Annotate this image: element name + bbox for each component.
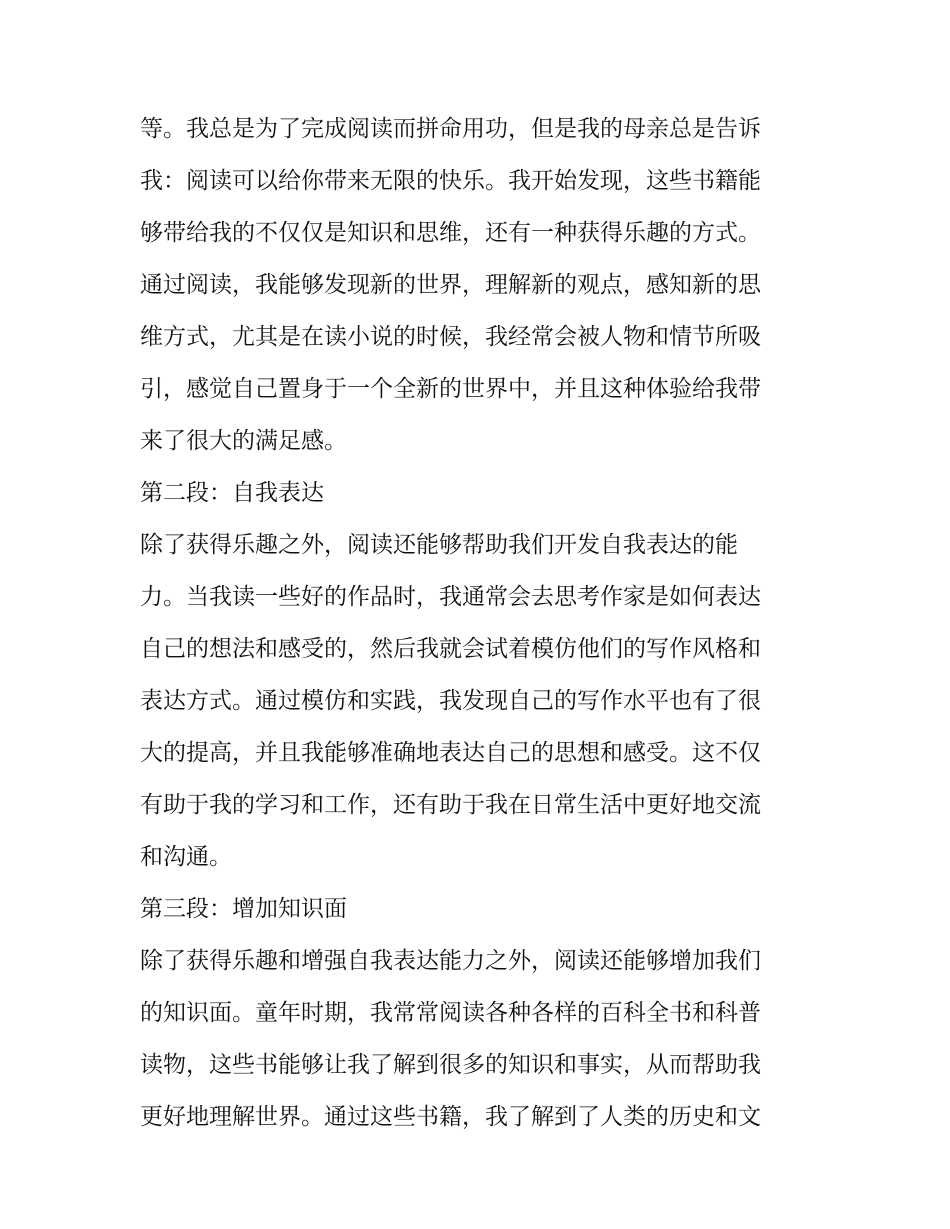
text-line: 力。当我读一些好的作品时，我通常会去思考作家是如何表达 xyxy=(140,584,761,610)
text-line: 大的提高，并且我能够准确地表达自己的思想和感受。这不仅 xyxy=(140,740,761,766)
text-line: 我：阅读可以给你带来无限的快乐。我开始发现，这些书籍能 xyxy=(140,168,761,194)
text-line: 来了很大的满足感。 xyxy=(140,428,347,454)
body-text xyxy=(140,103,820,1143)
text-line: 自己的想法和感受的，然后我就会试着模仿他们的写作风格和 xyxy=(140,636,761,662)
text-line: 维方式，尤其是在读小说的时候，我经常会被人物和情节所吸 xyxy=(140,324,761,350)
text-line: 读物，这些书能够让我了解到很多的知识和事实，从而帮助我 xyxy=(140,1052,761,1078)
text-line: 更好地理解世界。通过这些书籍，我了解到了人类的历史和文 xyxy=(140,1104,761,1130)
text-line: 的知识面。童年时期，我常常阅读各种各样的百科全书和科普 xyxy=(140,1000,761,1026)
text-line: 引，感觉自己置身于一个全新的世界中，并且这种体验给我带 xyxy=(140,376,761,402)
text-line: 够带给我的不仅仅是知识和思维，还有一种获得乐趣的方式。 xyxy=(140,220,761,246)
text-line: 除了获得乐趣之外，阅读还能够帮助我们开发自我表达的能 xyxy=(140,532,738,558)
section-heading: 第二段：自我表达 xyxy=(140,480,324,506)
text-line: 有助于我的学习和工作，还有助于我在日常生活中更好地交流 xyxy=(140,792,761,818)
text-line: 表达方式。通过模仿和实践，我发现自己的写作水平也有了很 xyxy=(140,688,761,714)
text-line: 等。我总是为了完成阅读而拼命用功，但是我的母亲总是告诉 xyxy=(140,116,761,142)
section-heading: 第三段：增加知识面 xyxy=(140,896,347,922)
text-line: 除了获得乐趣和增强自我表达能力之外，阅读还能够增加我们 xyxy=(140,948,761,974)
text-line: 通过阅读，我能够发现新的世界，理解新的观点，感知新的思 xyxy=(140,272,761,298)
text-line: 和沟通。 xyxy=(140,844,232,870)
